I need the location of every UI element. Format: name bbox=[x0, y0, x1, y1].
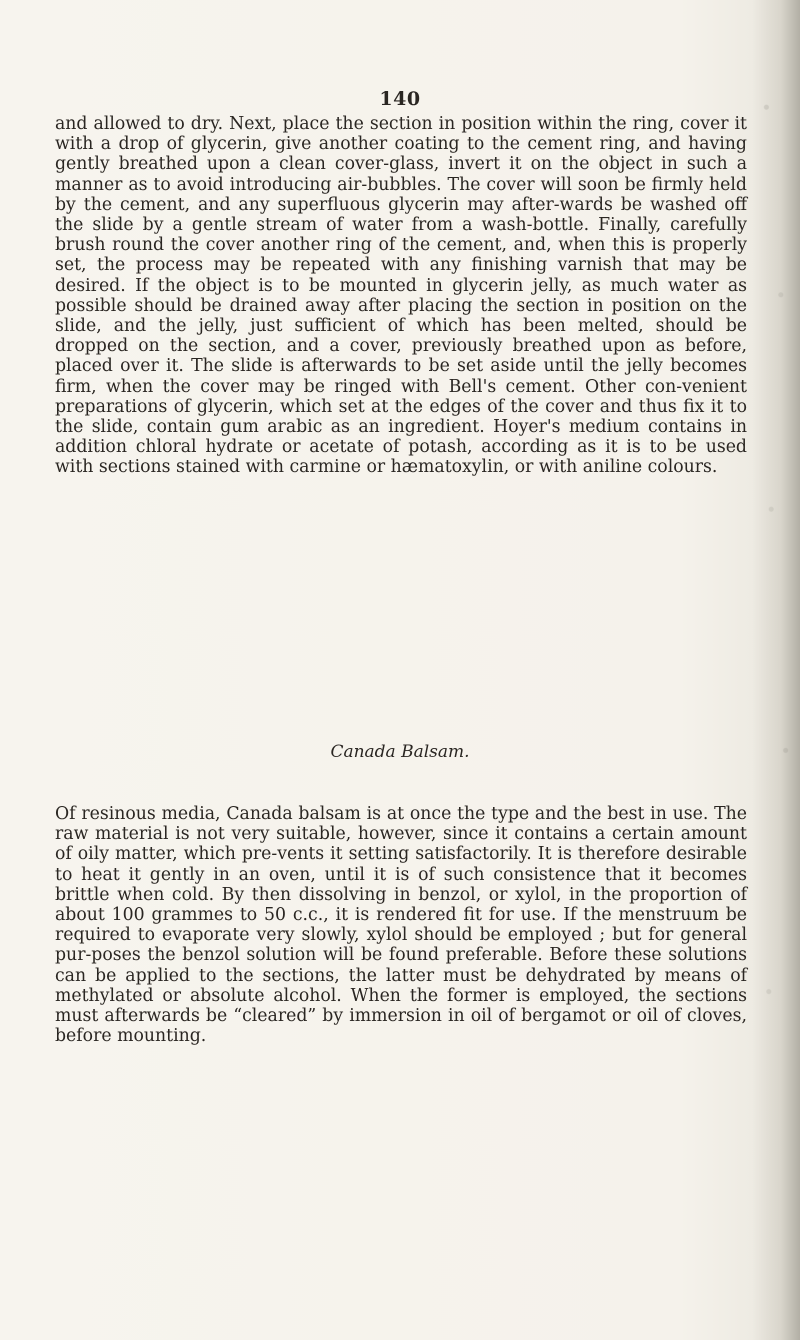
body-paragraph-1: and allowed to dry. Next, place the section in position within the ring, cover it with a drop of glycerin, give another coating to the cement ring, and having gently breathed upon a clean cover-glass, invert it on the object in such a manner as to avoid introducing air-bubbles. The cover will soon be firmly held by the cement, and any superfluous glycerin may after-wards be washed off the slide by a gentle stream of water from a wash-bottle. Finally, carefully brush round the cover another ring of the cement, and, when this is properly set, the process may be repeated with any finishing varnish that may be desired. If the object is to be mounted in glycerin jelly, as much water as possible should be drained away after placing the section in position on the slide, and the jelly, just sufficient of which has been melted, should be dropped on the section, and a cover, previously breathed upon as before, placed over it. The slide is afterwards to be set aside until the jelly becomes firm, when the cover may be ringed with Bell's cement. Other con-venient preparations of glycerin, which set at the edges of the cover and thus fix it to the slide, contain gum arabic as an ingredient. Hoyer's medium contains in addition chloral hydrate or acetate of potash, according as it is to be used with sections stained with carmine or hæmatoxylin, or with aniline colours. bbox=[55, 114, 747, 478]
section-heading: Canada Balsam. bbox=[330, 742, 470, 762]
page-number: 140 bbox=[379, 88, 421, 110]
body-paragraph-2: Of resinous media, Canada balsam is at once the type and the best in use. The raw material is not very suitable, however, since it contains a certain amount of oily matter, which pre-vents it setting satisfactorily. It is therefore desirable to heat it gently in an oven, until it is of such consistence that it becomes brittle when cold. By then dissolving in benzol, or xylol, in the proportion of about 100 grammes to 50 c.c., it is rendered fit for use. If the menstruum be required to evaporate very slowly, xylol should be employed ; but for general pur-poses the benzol solution will be found preferable. Before these solutions can be applied to the sections, the latter must be dehydrated by means of methylated or absolute alcohol. When the former is employed, the sections must afterwards be “cleared” by immersion in oil of bergamot or oil of cloves, before mounting. bbox=[55, 804, 747, 1047]
page-edge-shadow bbox=[752, 0, 800, 1340]
